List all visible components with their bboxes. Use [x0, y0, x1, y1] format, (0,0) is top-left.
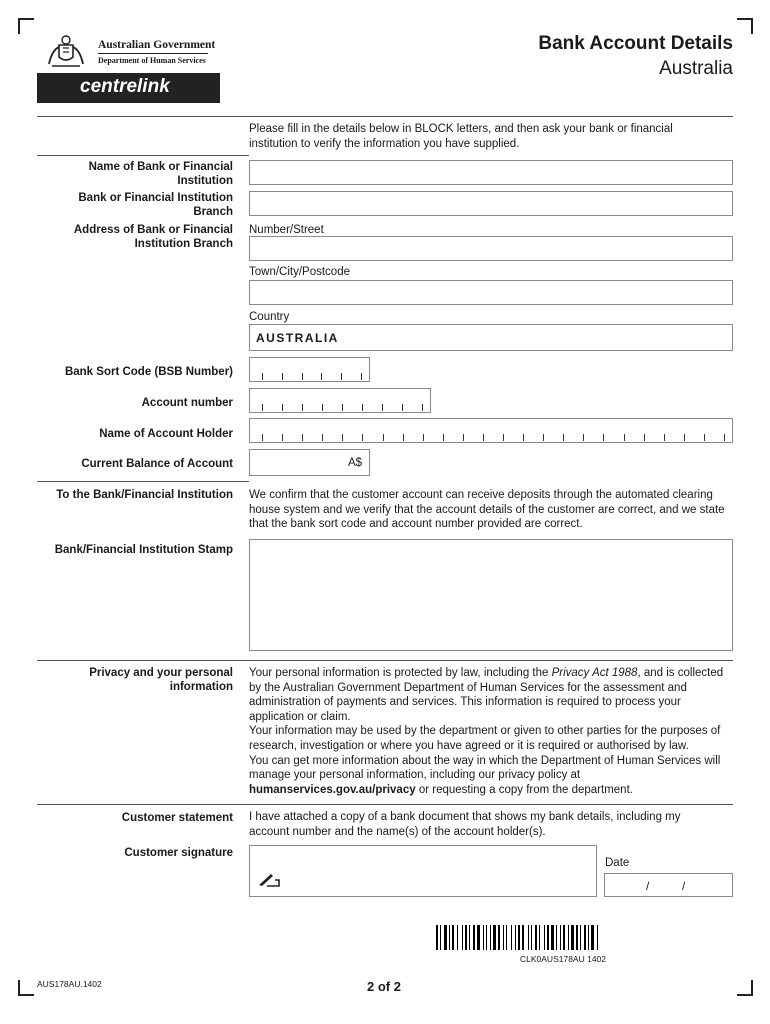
privacy-paragraph-3 — [249, 754, 735, 798]
barcode-bar — [518, 925, 520, 950]
barcode-bar — [469, 925, 470, 950]
char-cell-tick — [563, 434, 564, 441]
char-cell-tick — [302, 404, 303, 411]
barcode-bar — [588, 925, 589, 950]
char-cell-tick — [443, 434, 444, 441]
account-number-label: Account number — [141, 397, 233, 409]
barcode-bar — [597, 925, 598, 950]
char-cell-tick — [361, 373, 362, 380]
bank-confirmation-text: We confirm that the customer account can receive deposits through the automated clearing house system and we verify that the account details of the customer are correct, and we state that the bank sort code and account number provided are correct. — [249, 489, 725, 531]
char-cell-tick — [282, 404, 283, 411]
account-digit-ticks — [262, 404, 422, 411]
char-cell-tick — [402, 404, 403, 411]
privacy-paragraph-1 — [249, 666, 735, 724]
header-divider — [37, 116, 733, 117]
char-cell-tick — [321, 373, 322, 380]
centrelink-banner — [37, 73, 220, 103]
barcode-bar — [498, 925, 500, 950]
char-cell-tick — [262, 373, 263, 380]
barcode-bar — [535, 925, 537, 950]
bank-name-input[interactable] — [249, 160, 733, 185]
country-label: Country — [249, 311, 290, 323]
barcode-bar — [551, 925, 554, 950]
barcode-bar — [576, 925, 578, 950]
intro-text: Please fill in the details below in BLOCK letters, and then ask your bank or financial institution to verify the information you have supplied. — [249, 123, 673, 150]
char-cell-tick — [262, 434, 263, 441]
crop-mark-bottom-right — [737, 980, 753, 996]
barcode-bar — [560, 925, 561, 950]
char-cell-tick — [684, 434, 685, 441]
privacy-divider — [37, 660, 733, 661]
date-separator-2: / — [682, 879, 686, 893]
coat-of-arms-icon — [46, 34, 86, 70]
branch-label: Bank or Financial Institution Branch — [78, 192, 233, 218]
char-cell-tick — [302, 434, 303, 441]
barcode-bar — [465, 925, 467, 950]
barcode-bar — [568, 925, 569, 950]
account-number-input[interactable] — [249, 388, 431, 413]
account-holder-input[interactable] — [249, 418, 733, 443]
barcode-bar — [452, 925, 454, 950]
char-cell-tick — [704, 434, 705, 441]
stamp-label: Bank/Financial Institution Stamp — [54, 544, 233, 556]
barcode-bar — [490, 925, 491, 950]
pen-hand-icon — [257, 872, 287, 888]
privacy-paragraph-2: Your information may be used by the department or given to other parties for the purposes of research, investigation or where you have agreed or it is required or authorised by law. — [249, 725, 721, 752]
char-cell-tick — [383, 434, 384, 441]
char-cell-tick — [644, 434, 645, 441]
barcode-bar — [584, 925, 586, 950]
char-cell-tick — [362, 404, 363, 411]
address-label: Address of Bank or Financial Institution Branch — [73, 224, 233, 250]
char-cell-tick — [262, 404, 263, 411]
barcode-bar — [493, 925, 496, 950]
barcode-bar — [591, 925, 594, 950]
barcode-bar — [486, 925, 487, 950]
privacy-link[interactable]: humanservices.gov.au/privacy — [249, 783, 416, 796]
barcode-bar — [473, 925, 475, 950]
barcode-bar — [531, 925, 532, 950]
barcode-bar — [522, 925, 524, 950]
barcode-bar — [506, 925, 507, 950]
char-cell-tick — [382, 404, 383, 411]
char-cell-tick — [543, 434, 544, 441]
gov-divider — [98, 53, 208, 54]
town-input[interactable] — [249, 280, 733, 305]
bank-stamp-box[interactable] — [249, 539, 733, 651]
barcode-bar — [440, 925, 441, 950]
government-logo — [46, 34, 216, 70]
barcode-bar — [436, 925, 438, 950]
char-cell-tick — [342, 434, 343, 441]
town-label: Town/City/Postcode — [249, 266, 350, 278]
section-divider-1 — [37, 155, 249, 156]
char-cell-tick — [422, 404, 423, 411]
bsb-label: Bank Sort Code (BSB Number) — [64, 366, 233, 378]
char-cell-tick — [302, 373, 303, 380]
page-number: 2 of 2 — [367, 979, 401, 994]
barcode-text: CLK0AUS178AU 1402 — [520, 954, 607, 964]
barcode-bar — [511, 925, 512, 950]
form-barcode — [436, 925, 702, 950]
barcode-bar — [563, 925, 565, 950]
char-cell-tick — [463, 434, 464, 441]
barcode-bar — [477, 925, 480, 950]
crop-mark-bottom-left — [18, 980, 34, 996]
customer-statement-text: I have attached a copy of a bank document that shows my bank details, including my account number and the name(s) of the account holder(s). — [249, 811, 681, 838]
number-street-label: Number/Street — [249, 224, 324, 236]
bank-name-label: Name of Bank or Financial Institution — [88, 161, 233, 187]
char-cell-tick — [322, 404, 323, 411]
char-cell-tick — [423, 434, 424, 441]
crop-mark-top-right — [737, 18, 753, 34]
page-title: Bank Account Details — [538, 33, 733, 54]
account-holder-label: Name of Account Holder — [99, 428, 233, 440]
branch-input[interactable] — [249, 191, 733, 216]
barcode-bar — [515, 925, 516, 950]
privacy-p1-end: , and is collected by the Australian Government Department of Human Services for the assessment and administration of payments and services. This information is required to process your application or claim. — [249, 667, 724, 723]
privacy-p3-start: You can get more information about the way in which the Department of Human Services will manage your personal information, including our privacy policy at — [249, 754, 721, 782]
char-cell-tick — [664, 434, 665, 441]
currency-label: A$ — [348, 457, 363, 469]
char-cell-tick — [322, 434, 323, 441]
char-cell-tick — [403, 434, 404, 441]
balance-label: Current Balance of Account — [81, 458, 233, 470]
char-cell-tick — [362, 434, 363, 441]
privacy-p1-start: Your personal information is protected by law, including the — [249, 667, 552, 679]
barcode-bar — [457, 925, 458, 950]
account-holder-char-ticks — [262, 434, 724, 441]
char-cell-tick — [341, 373, 342, 380]
country-input[interactable] — [249, 324, 733, 351]
privacy-text — [249, 666, 735, 797]
form-code: AUS178AU.1402 — [37, 979, 102, 989]
char-cell-tick — [483, 434, 484, 441]
date-input[interactable] — [604, 873, 733, 897]
char-cell-tick — [282, 434, 283, 441]
privacy-p3-end: or requesting a copy from the department. — [415, 783, 633, 796]
barcode-bar — [449, 925, 450, 950]
gov-line-2: Department of Human Services — [98, 56, 206, 65]
barcode-bar — [547, 925, 549, 950]
barcode-bar — [483, 925, 484, 950]
privacy-label: Privacy and your personal information — [89, 667, 233, 693]
section-divider-2 — [37, 481, 249, 482]
gov-line-1: Australian Government — [98, 39, 216, 51]
date-label: Date — [605, 857, 630, 869]
barcode-bar — [580, 925, 581, 950]
date-separator-1: / — [646, 879, 650, 893]
barcode-bar — [528, 925, 529, 950]
char-cell-tick — [583, 434, 584, 441]
bsb-input[interactable] — [249, 357, 370, 382]
barcode-bar — [503, 925, 504, 950]
barcode-bar — [571, 925, 574, 950]
char-cell-tick — [342, 404, 343, 411]
barcode-bar — [444, 925, 447, 950]
barcode-bar — [544, 925, 545, 950]
country-value: AUSTRALIA — [256, 331, 339, 345]
brand-name: centrelink — [80, 76, 170, 97]
barcode-bar — [539, 925, 540, 950]
barcode-bar — [462, 925, 463, 950]
customer-divider — [37, 804, 733, 805]
char-cell-tick — [724, 434, 725, 441]
page-subtitle: Australia — [659, 58, 733, 79]
barcode-bar — [556, 925, 557, 950]
char-cell-tick — [282, 373, 283, 380]
bank-section-label: To the Bank/Financial Institution — [56, 489, 233, 501]
char-cell-tick — [603, 434, 604, 441]
signature-box[interactable] — [249, 845, 597, 897]
balance-input[interactable] — [249, 449, 370, 476]
char-cell-tick — [624, 434, 625, 441]
char-cell-tick — [523, 434, 524, 441]
bsb-digit-ticks — [262, 373, 361, 380]
char-cell-tick — [503, 434, 504, 441]
crop-mark-top-left — [18, 18, 34, 34]
customer-statement-label: Customer statement — [121, 812, 233, 824]
number-street-input[interactable] — [249, 236, 733, 261]
customer-signature-label: Customer signature — [124, 847, 233, 859]
privacy-act-name: Privacy Act 1988 — [551, 667, 638, 679]
